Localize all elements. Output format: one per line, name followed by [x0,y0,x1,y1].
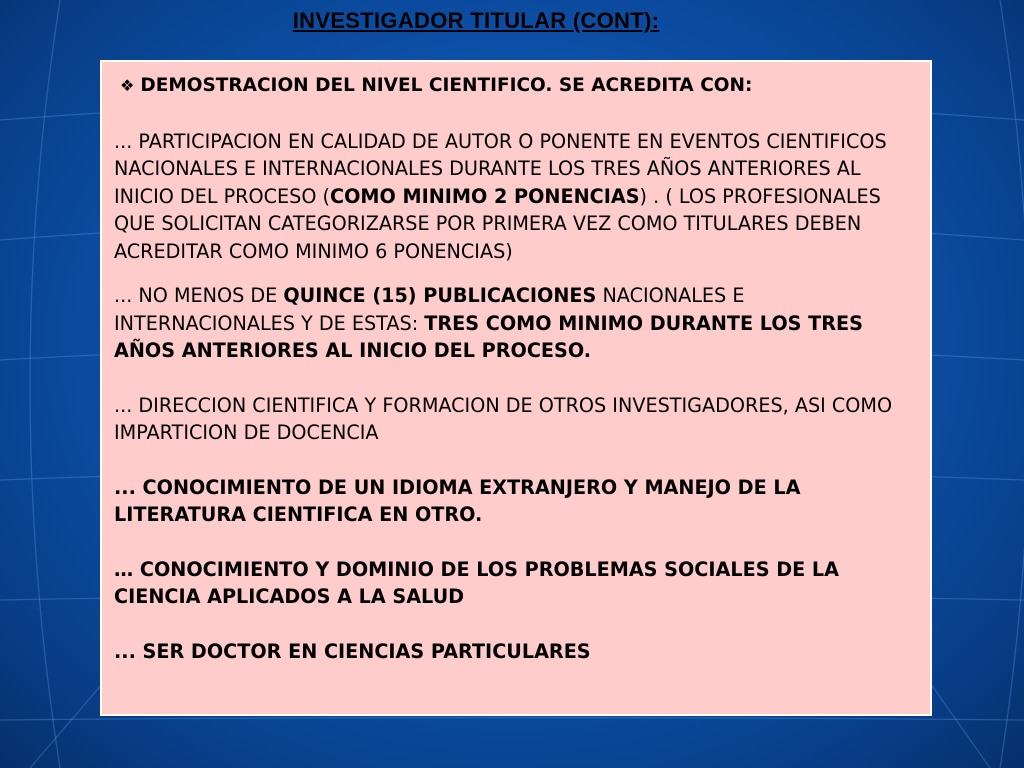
item-idioma-text: ... CONOCIMIENTO DE UN IDIOMA EXTRANJERO Y MANEJO DE LA LITERATURA CIENTIFICA EN OTRO. [114,475,801,526]
slide-title: INVESTIGADOR TITULAR (CONT): [292,8,660,33]
item-problemas-sociales [114,556,918,611]
item-ponencias-text-c: ) . ( LOS PROFESIONALES QUE SOLICITAN CATEGORIZARSE POR PRIMERA VEZ COMO TITULARES DEBEN ACREDITAR COMO MINIMO 6 PONENCIAS) [114,184,881,263]
item-idioma [114,474,918,529]
section-heading [120,72,918,100]
item-publicaciones-text-c: NACIONALES E INTERNACIONALES Y DE ESTAS: [114,284,745,335]
item-ponencias-emphasis: COMO MINIMO 2 PONENCIAS [330,184,640,208]
item-doctor-text: ... SER DOCTOR EN CIENCIAS PARTICULARES [114,639,591,663]
item-publicaciones [114,282,918,365]
item-doctor [114,638,918,666]
section-heading-text: DEMOSTRACION DEL NIVEL CIENTIFICO. SE ACREDITA CON: [140,75,753,96]
item-direccion: ... DIRECCION CIENTIFICA Y FORMACION DE OTROS INVESTIGADORES, ASI COMO IMPARTICION DE DOCENCIA [114,393,893,444]
content-box [100,60,932,716]
item-publicaciones-emphasis: QUINCE (15) PUBLICACIONES [283,284,597,307]
item-publicaciones-emphasis-2: TRES COMO MINIMO DURANTE LOS TRES AÑOS ANTERIORES AL INICIO DEL PROCESO. [114,311,863,362]
diamond-bullet-icon: ❖ [120,76,135,95]
item-problemas-sociales-text: … CONOCIMIENTO Y DOMINIO DE LOS PROBLEMAS SOCIALES DE LA CIENCIA APLICADOS A LA SALUD [114,557,840,608]
item-ponencias-text-a: ... PARTICIPACION EN CALIDAD DE AUTOR O PONENTE EN EVENTOS CIENTIFICOS NACIONALES E INTERNACIONALES DURANTE LOS TRES AÑOS ANTERIORES AL INICIO DEL PROCESO ( [114,129,887,208]
item-publicaciones-text-a: ... NO MENOS DE [114,284,284,307]
item-ponencias [114,128,918,266]
